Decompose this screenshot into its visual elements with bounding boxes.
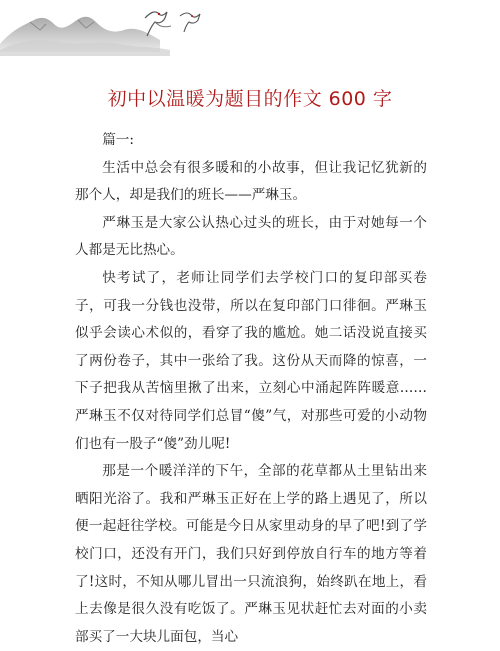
paragraph: 严琳玉是大家公认热心过头的班长，由于对她每一个人都是无比热心。 [75,214,427,259]
mountains-art [0,17,170,56]
page-title: 初中以温暖为题目的作文 600 字 [107,88,393,110]
crane-icon [180,13,200,32]
paragraph: 生活中总会有很多暖和的小故事，但让我记忆犹新的那个人，却是我们的班长——严琳玉。 [75,159,427,204]
ink-landscape-header [0,0,500,70]
paragraph: 那是一个暖洋洋的下午，全部的花草都从土里钻出来晒阳光浴了。我和严琳玉正好在上学的路上遇见了，所以便一起赶往学校。可能是今日从家里动身的早了吧!到了学校门口，还没有开门，我们只好到停放自行车的地方等着了!这时，不知从哪儿冒出一只流浪狗，始终趴在地上，看上去像是很久没有吃饭了。严琳玉见状赶忙去对面的小卖部买了一大块儿面包，当心 [75,463,427,645]
essay-body [75,127,427,651]
section-label: 篇一: [102,132,134,148]
crane-icon [145,12,171,36]
paragraph: 快考试了，老师让同学们去学校门口的复印部买卷子，可我一分钱也没带，所以在复印部门口徘徊。严琳玉似乎会读心术似的，看穿了我的尴尬。她二话没说直接买了两份卷子，其中一张给了我。这份从天而降的惊喜，一下子把我从苦恼里揪了出来，立刻心中涌起阵阵暖意……严琳玉不仅对待同学们总冒“傻”气，对那些可爱的小动物们也有一股子“傻”劲儿呢! [75,269,427,452]
